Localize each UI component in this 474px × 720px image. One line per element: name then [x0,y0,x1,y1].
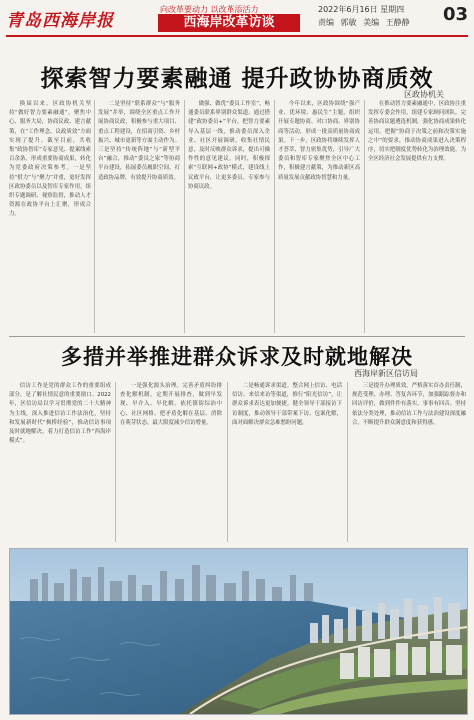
article2-headline: 多措并举推进群众诉求及时就地解决 [61,345,413,369]
article1-column [368,100,466,333]
article1-paragraph: 换届以来，区政协机关坚持“做好智力要素融通”，聚焦中心、服务大局，协商议政、建言献策，在“工作理念、议政质效”方面实现了提升。截至目前，共收集“政协智库”专家意见、提案线索百余条，形成重要协商成果，转化为党委政府决策参考。一是坚持“借力”与“聚力”并重，更好发挥区政协委员以及智库专家作用，组织专题调研、视察监督，推动人才资源在政协平台上汇聚，形成合力。 [9,101,91,218]
city-coastline-photo [9,548,468,715]
article2-column [120,382,222,542]
article2-column [232,382,342,542]
column-divider [115,382,116,542]
article1-column [188,100,270,333]
article1-paragraph: 今年以来，区政协围绕“强产业、优环境、惠民生”主题，组织开展专题协商、对口协商、界别协商等活动，形成一批高质量协商成果。下一步，区政协将继续发挥人才荟萃、智力密集优势，引导广大委员和智库专家聚焦全区中心工作，积极建言献策，为推动新区高质量发展贡献政协智慧和力量。 [278,101,360,181]
masthead-tagline: 向改革要动力 以改革添活力 [160,5,259,14]
article2-paragraph: 三是提升办理质效。严格落实首办责任制，规范受理、办理、答复各环节，加强跟踪督办和回访评价，做到件件有落实、事事有回音。坚持依法分类处理，推动信访工作与法治建设深度融合，不断提升群众满意度和获得感。 [352,383,466,426]
issue-date: 2022年6月16日 星期四 [318,5,405,14]
article1-paragraph: 在推动智力要素融通中，区政协注重发挥专委会作用，组建专家顾问团队，完善协商议题遴选机制，强化协商成果转化运用。把握“协商于决策之前和决策实施之中”的要求，推动协商成果进入决策程序，切实把制度优势转化为治理效能，为全区经济社会发展提供有力支撑。 [368,101,466,163]
page-number: 03 [442,4,468,25]
column-divider [364,100,365,333]
article2-paragraph: 一是强化源头治理。完善矛盾纠纷排查化解机制，定期开展排查，做到早发现、早介入、早化解。依托镇街综治中心、社区网格，把矛盾化解在基层、消除在萌芽状态，最大限度减少信访增量。 [120,383,222,426]
editor-credits: 责编 郭敏 美编 王静静 [318,18,410,27]
article1-headline: 探索智力要素融通 提升政协协商质效 [40,66,434,92]
article2-paragraph: 信访工作是党的群众工作的重要组成部分，是了解社情民意的重要窗口。2022年，区信访局以学习贯彻党的二十大精神为主线，深入推进信访工作法治化，坚持和发展新时代“枫桥经验”，推动信访事项及时就地解决，着力打造信访工作“西海岸模式”。 [9,383,111,445]
article1-byline: 区政协机关 [404,90,444,99]
masthead [0,0,474,36]
column-divider [94,100,95,333]
article1-paragraph: 二是坚持“联系群众”与“服务发展”并举，围绕全区重点工作开展协商议政，积极参与重大项目、重点工程建设，在招商引资、乡村振兴、城市更新等方面主动作为。三是坚持“传统阵地”与“新型平台”融合，推动“委员之家”等协商平台建设，拓展委员履职空间，打造政协品牌，有效提升协商质效。 [98,101,180,181]
article1-column [278,100,360,333]
column-divider [274,100,275,333]
column-divider [184,100,185,333]
article-separator [9,336,465,337]
column-divider [347,382,348,542]
article1-column [98,100,180,333]
article1-column [9,100,91,333]
article2-byline: 西海岸新区信访局 [354,369,418,378]
newspaper-brand: 青岛西海岸报 [6,11,114,31]
article2-column [9,382,111,542]
article2-column [352,382,466,542]
column-divider [227,382,228,542]
section-title: 西海岸改革访谈 [158,14,300,32]
masthead-rule [6,35,468,37]
article1-paragraph: 做强、做优“委员工作室”，畅通委员联系界别群众渠道。通过搭建“政协委员+”平台，把智力要素导入基层一线，推动委员深入企业、社区开展调研，收集社情民意，及时反映群众诉求，提出可操作性的意见建议。同时，积极探索“互联网+政协”模式，建设线上议政平台，让更多委员、专家参与协商议政。 [188,101,270,190]
city-photo-graphic [10,549,467,714]
article2-paragraph: 二是畅通诉求渠道。整合网上信访、电话信访、来信来访等渠道，推行“阳光信访”，让群众诉求表达更加便捷。健全领导干部接访下访制度，推动领导干部带案下访、包案化解，面对面解决群众急难愁盼问题。 [232,383,342,426]
